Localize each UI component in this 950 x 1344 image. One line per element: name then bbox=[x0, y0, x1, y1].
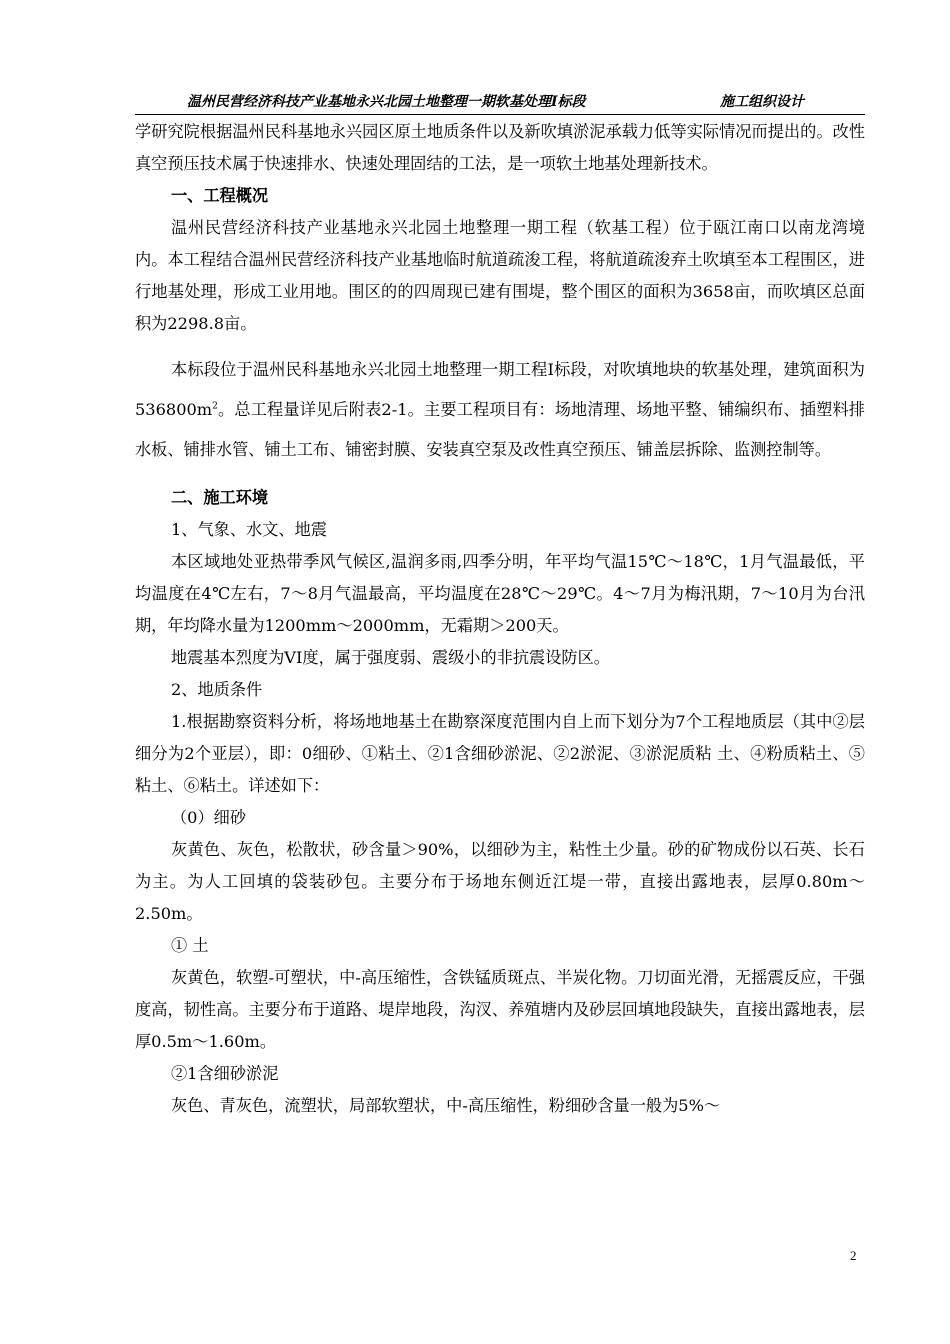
subheading-geology: 2、地质条件 bbox=[171, 680, 263, 699]
subheading-silty-mud: ②1含细砂淤泥 bbox=[171, 1064, 279, 1083]
paragraph-silty-mud: 灰色、青灰色，流塑状，局部软塑状，中-高压缩性，粉细砂含量一般为5%～ bbox=[171, 1096, 721, 1115]
page-number: 2 bbox=[850, 1248, 857, 1263]
subheading-fine-sand: （0）细砂 bbox=[171, 808, 247, 827]
subheading-climate: 1、气象、水文、地震 bbox=[171, 520, 327, 539]
paragraph-intro-continued: 学研究院根据温州民科基地永兴园区原土地质条件以及新吹填淤泥承载力低等实际情况而提出的。改性真空预压技术属于快速排水、快速处理固结的工法，是一项软土地基处理新技术。 bbox=[135, 122, 865, 173]
paragraph-geology-layers: 1.根据勘察资料分析，将场地地基土在勘察深度范围内自上而下划分为7个工程地质层（其中②层细分为2个亚层），即：0细砂、①粘土、②1含细砂淤泥、②2淤泥、③淤泥质粘 土、④粉质粘土、⑤粘土、⑥粘土。详述如下： bbox=[135, 712, 865, 795]
paragraph-clay: 灰黄色，软塑-可塑状，中-高压缩性，含铁锰质斑点、半炭化物。刀切面光滑，无摇震反应，干强度高，韧性高。主要分布于道路、堤岸地段，沟汊、养殖塘内及砂层回填地段缺失，直接出露地表，层厚0.5m～1.60m。 bbox=[135, 968, 865, 1051]
paragraph-section-scope bbox=[135, 350, 865, 470]
subheading-clay: ① 土 bbox=[171, 936, 209, 955]
section-heading-construction-environment: 二、施工环境 bbox=[171, 488, 269, 507]
superscript-2: 2 bbox=[212, 401, 218, 412]
scope-text-b: 。总工程量详见后附表2-1。主要工程项目有：场地清理、场地平整、铺编织布、插塑料排水板、铺排水管、铺土工布、铺密封膜、安装真空泵及改性真空预压、铺盖层拆除、监测控制等。 bbox=[135, 400, 865, 459]
paragraph-seismic: 地震基本烈度为VI度，属于强度弱、震级小的非抗震设防区。 bbox=[171, 648, 610, 667]
paragraph-fine-sand: 灰黄色、灰色，松散状，砂含量＞90%，以细砂为主，粘性土少量。砂的矿物成份以石英、长石为主。为人工回填的袋装砂包。主要分布于场地东侧近江堤一带，直接出露地表，层厚0.80m～2.50m。 bbox=[135, 840, 865, 923]
running-header bbox=[135, 92, 865, 115]
paragraph-project-location: 温州民营经济科技产业基地永兴北园土地整理一期工程（软基工程）位于瓯江南口以南龙湾境内。本工程结合温州民营经济科技产业基地临时航道疏浚工程，将航道疏浚弃土吹填至本工程围区，进行地基处理，形成工业用地。围区的的四周现已建有围堤，整个围区的面积为3658亩，而吹填区总面积为2298.8亩。 bbox=[135, 218, 865, 333]
paragraph-climate: 本区域地处亚热带季风气候区,温润多雨,四季分明，年平均气温15℃～18℃，1月气温最低，平均温度在4℃左右，7～8月气温最高，平均温度在28℃～29℃。4～7月为梅汛期，7～10月为台汛期，年均降水量为1200mm～2000mm，无霜期＞200天。 bbox=[135, 552, 865, 635]
header-project-title: 温州民营经济科技产业基地永兴北园土地整理一期软基处理Ⅰ标段 bbox=[187, 94, 586, 110]
document-body bbox=[135, 116, 865, 1122]
section-heading-project-overview: 一、工程概况 bbox=[171, 186, 269, 205]
header-document-type: 施工组织设计 bbox=[720, 94, 804, 110]
scope-text-a: 本标段位于温州民科基地永兴北园土地整理一期工程Ⅰ标段，对吹填地块的软基处理，建筑面积为536800m bbox=[135, 360, 865, 419]
